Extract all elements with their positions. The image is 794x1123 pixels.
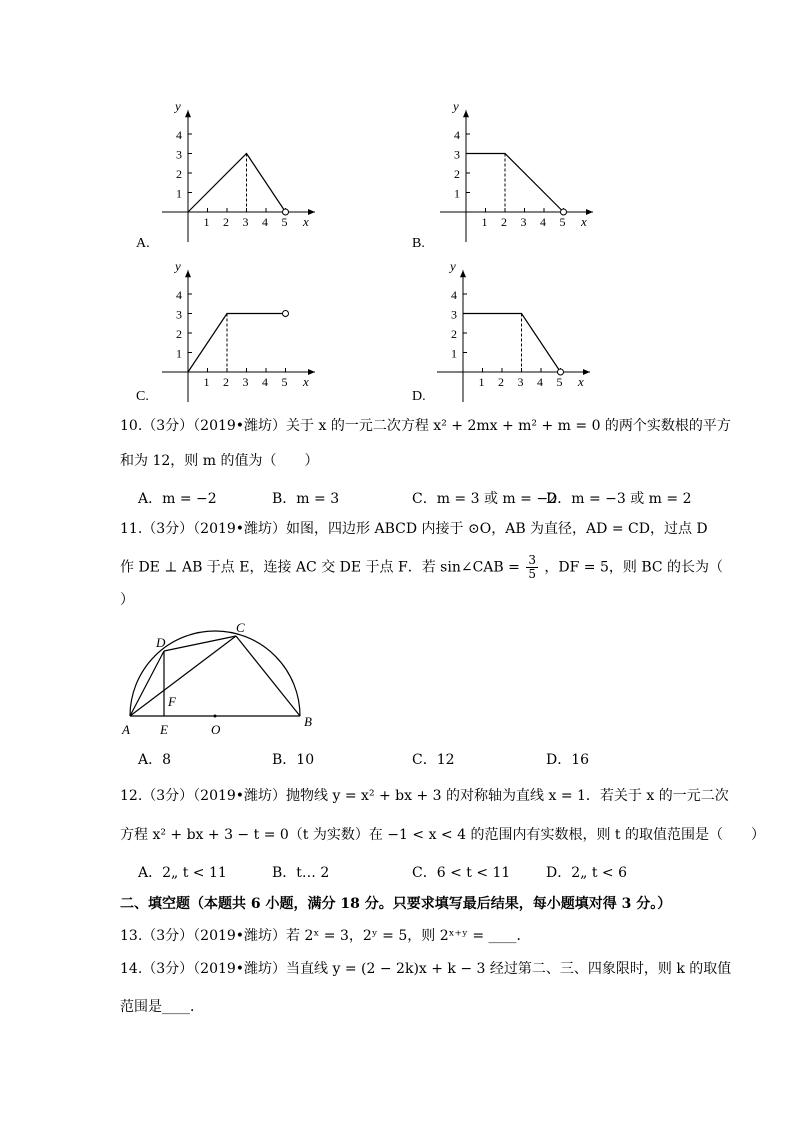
graph-d-xtick-label-4: 4	[537, 375, 543, 389]
q10-option-a: A．m = −2	[138, 491, 217, 507]
graph-b-x-label: x	[581, 214, 587, 229]
graph-c-xtick-label-3: 3	[242, 375, 249, 389]
graph-a-ytick-label-1: 1	[176, 186, 182, 201]
graph-d-x-arrow	[583, 369, 590, 375]
graph-d-x-label: x	[578, 374, 584, 389]
q11-line1: 11.（3分）（2019•潍坊）如图，四边形 ABCD 内接于 ⊙O，AB 为直径，AD = CD，过点 D	[120, 521, 708, 537]
graph-a-x-label: x	[303, 214, 309, 229]
graph-b-open-point	[561, 209, 567, 215]
q11-option-a: A．8	[138, 752, 172, 768]
segment-ad	[130, 651, 164, 716]
graph-a-open-point	[283, 209, 289, 215]
graph-options	[0, 0, 794, 420]
q12-line2: 方程 x² + bx + 3 − t = 0（t 为实数）在 −1 < x < 4 的范围内有实数根，则 t 的取值范围是（ ）	[120, 827, 765, 843]
q11-fraction-num: 3	[528, 553, 536, 567]
q11-line2-part2: ，DF = 5，则 BC 的长为（	[544, 559, 724, 576]
graph-d-ytick-label-1: 1	[451, 346, 457, 361]
graph-b-curve	[466, 154, 564, 213]
graph-b-x-arrow	[586, 209, 593, 215]
graph-c-open-point	[283, 311, 289, 317]
graph-c-xtick-label-1: 1	[203, 375, 210, 389]
q12-line1: 12.（3分）（2019•潍坊）抛物线 y = x² + bx + 3 的对称轴为直线 x = 1．若关于 x 的一元二次	[120, 788, 729, 804]
q10-option-c: C．m = 3 或 m = −2	[412, 491, 557, 507]
q14-line2: 范围是____．	[120, 999, 204, 1015]
graph-b-xtick-label-3: 3	[520, 215, 527, 229]
graph-a-option-label: A.	[136, 236, 150, 251]
graph-b-y-arrow	[463, 110, 469, 117]
graph-d-ytick-label-3: 3	[451, 307, 457, 322]
graph-d-curve	[463, 314, 561, 373]
q11-line2	[120, 554, 723, 581]
q12-option-d: D．2„ t < 6	[546, 865, 627, 881]
label-b: B	[304, 714, 312, 729]
graph-c-curve	[188, 314, 286, 373]
label-c: C	[236, 620, 245, 635]
q11-option-d: D．16	[546, 752, 590, 768]
graph-a-xtick-label-5: 5	[281, 215, 288, 229]
section2-heading: 二、填空题（本题共 6 小题，满分 18 分。只要求填写最后结果，每小题填对得 3 分。）	[120, 896, 672, 912]
graph-c-ytick-label-3: 3	[176, 307, 182, 322]
graph-d-xtick-label-3: 3	[517, 375, 524, 389]
center-o	[214, 715, 217, 718]
graph-a-xtick-label-4: 4	[262, 215, 268, 229]
q10-line1: 10.（3分）（2019•潍坊）关于 x 的一元二次方程 x² + 2mx + m² + m = 0 的两个实数根的平方	[120, 418, 731, 434]
graph-c-xtick-label-2: 2	[223, 375, 229, 389]
graph-c-xtick-label-5: 5	[281, 375, 288, 389]
graph-d-xtick-label-2: 2	[498, 375, 504, 389]
q11-option-b: B．10	[272, 752, 315, 768]
graph-b-ytick-label-3: 3	[454, 147, 460, 162]
q11-figure	[118, 618, 328, 742]
graph-c-ytick-label-4: 4	[176, 288, 182, 302]
graph-a-ytick-label-2: 2	[176, 167, 182, 181]
graph-a-y-label: y	[175, 98, 181, 114]
label-f: F	[168, 694, 176, 709]
graph-a-ytick-label-4: 4	[176, 128, 182, 142]
graph-d-option-label: D.	[412, 389, 426, 404]
graph-a-ytick-label-3: 3	[176, 147, 182, 162]
graph-d-xtick-label-1: 1	[478, 375, 485, 389]
graph-d-ytick-label-4: 4	[451, 288, 457, 302]
graph-a-xtick-label-1: 1	[203, 215, 210, 229]
q10-option-d: D．m = −3 或 m = 2	[546, 491, 692, 507]
q11-line2-part1: 作 DE ⊥ AB 于点 E，连接 AC 交 DE 于点 F．若 sin∠CAB =	[120, 559, 520, 576]
graph-c-x-arrow	[308, 369, 315, 375]
graph-b-xtick-label-2: 2	[501, 215, 507, 229]
graph-d-ytick-label-2: 2	[451, 327, 457, 341]
q11-fraction	[526, 554, 538, 581]
graph-a-xtick-label-2: 2	[223, 215, 229, 229]
q12-option-a: A．2„ t < 11	[138, 865, 227, 881]
graph-c-y-arrow	[185, 270, 191, 277]
graph-b-ytick-label-4: 4	[454, 128, 460, 142]
graph-b-xtick-label-1: 1	[481, 215, 488, 229]
q11-line3: ）	[120, 592, 134, 608]
graph-c-xtick-label-4: 4	[262, 375, 268, 389]
graph-b-xtick-label-4: 4	[540, 215, 546, 229]
graph-b-y-label: y	[453, 98, 459, 114]
graph-a-xtick-label-3: 3	[242, 215, 249, 229]
graph-d-xtick-label-5: 5	[556, 375, 563, 389]
label-a: A	[122, 722, 130, 737]
q13-text: 13.（3分）（2019•潍坊）若 2ˣ = 3，2ʸ = 5，则 2ˣ⁺ʸ = ____．	[120, 928, 531, 944]
graph-c-y-label: y	[175, 258, 181, 274]
segment-ac	[130, 636, 236, 716]
q10-line2: 和为 12，则 m 的值为（ ）	[120, 453, 319, 469]
q11-fraction-den: 5	[528, 567, 536, 581]
graph-c-option-label: C.	[136, 389, 149, 404]
label-o: O	[211, 722, 221, 737]
graph-b-xtick-label-5: 5	[559, 215, 566, 229]
q12-option-b: B．t… 2	[272, 865, 330, 881]
graph-a-x-arrow	[308, 209, 315, 215]
q12-option-c: C．6 < t < 11	[412, 865, 511, 881]
graph-c-ytick-label-1: 1	[176, 346, 182, 361]
graph-d-y-label: y	[450, 258, 456, 274]
graph-b-ytick-label-2: 2	[454, 167, 460, 181]
label-d: D	[156, 635, 166, 650]
q11-option-c: C．12	[412, 752, 455, 768]
q14-line1: 14.（3分）（2019•潍坊）当直线 y = (2 − 2k)x + k − 3 经过第二、三、四象限时，则 k 的取值	[120, 961, 732, 977]
graph-b-ytick-label-1: 1	[454, 186, 460, 201]
label-e: E	[160, 722, 168, 737]
graph-a-curve	[188, 154, 286, 213]
graph-a-y-arrow	[185, 110, 191, 117]
graph-d-y-arrow	[460, 270, 466, 277]
graph-d-open-point	[558, 369, 564, 375]
graph-c-x-label: x	[303, 374, 309, 389]
graph-c-ytick-label-2: 2	[176, 327, 182, 341]
graph-b-option-label: B.	[412, 236, 425, 251]
q10-option-b: B．m = 3	[272, 491, 340, 507]
